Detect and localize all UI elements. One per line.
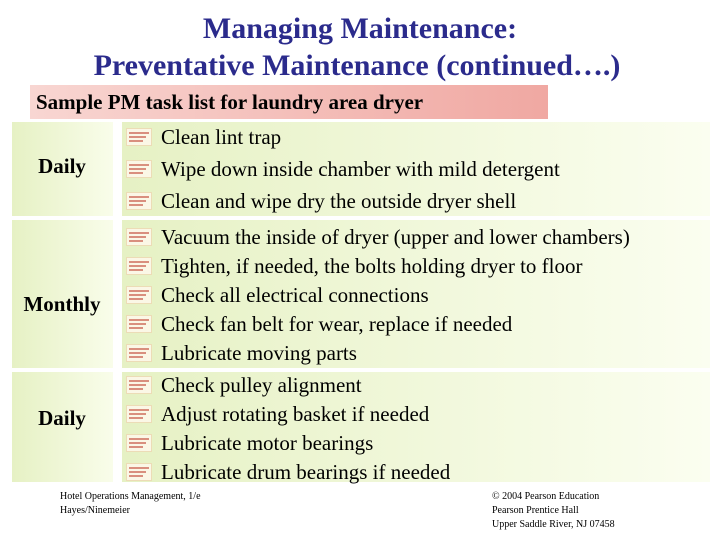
task-row — [126, 400, 716, 429]
task-row — [126, 429, 716, 458]
task-text: Tighten, if needed, the bolts holding dryer to floor — [161, 254, 583, 278]
bullet-icon — [126, 160, 152, 178]
task-text: Lubricate moving parts — [161, 341, 357, 365]
slide-title-line1: Managing Maintenance: — [202, 12, 518, 45]
footer-publisher: Pearson Prentice Hall — [492, 505, 579, 516]
task-text: Check pulley alignment — [161, 373, 362, 397]
bullet-icon — [126, 376, 152, 394]
task-row — [126, 371, 716, 400]
task-row — [126, 123, 716, 152]
footer-authors: Hayes/Ninemeier — [60, 505, 130, 516]
section-monthly-label-box — [12, 220, 113, 368]
task-text: Lubricate drum bearings if needed — [161, 460, 451, 484]
bullet-icon — [126, 434, 152, 452]
section-daily-label-box — [12, 122, 113, 216]
bullet-icon — [126, 192, 152, 210]
task-text: Clean lint trap — [161, 125, 282, 149]
bullet-icon — [126, 257, 152, 275]
task-row — [126, 458, 716, 487]
task-text: Adjust rotating basket if needed — [161, 402, 430, 426]
bullet-icon — [126, 228, 152, 246]
task-text: Wipe down inside chamber with mild detergent — [161, 157, 560, 181]
bullet-icon — [126, 315, 152, 333]
task-row — [126, 310, 716, 339]
slide-title-line2: Preventative Maintenance (continued….) — [93, 49, 621, 82]
bullet-icon — [126, 405, 152, 423]
bullet-icon — [126, 286, 152, 304]
task-text: Vacuum the inside of dryer (upper and lower chambers) — [161, 225, 630, 249]
task-text: Check fan belt for wear, replace if needed — [161, 312, 513, 336]
task-row — [126, 223, 716, 252]
task-row — [126, 187, 716, 216]
task-row — [126, 252, 716, 281]
task-row — [126, 281, 716, 310]
task-row — [126, 155, 716, 184]
bullet-icon — [126, 344, 152, 362]
footer-right — [492, 490, 615, 532]
footer-left — [60, 490, 201, 518]
task-text: Lubricate motor bearings — [161, 431, 374, 455]
task-text: Clean and wipe dry the outside dryer shell — [161, 189, 517, 213]
section-daily2-label-box — [12, 372, 113, 482]
section-label: Monthly — [23, 292, 101, 316]
footer-book-title: Hotel Operations Management, 1/e — [60, 491, 201, 502]
bullet-icon — [126, 463, 152, 481]
bullet-icon — [126, 128, 152, 146]
subtitle: Sample PM task list for laundry area dryer — [36, 90, 424, 114]
task-row — [126, 339, 716, 368]
footer-address: Upper Saddle River, NJ 07458 — [492, 519, 615, 530]
section-label: Daily — [38, 154, 86, 178]
task-text: Check all electrical connections — [161, 283, 429, 307]
section-label: Daily — [38, 406, 86, 430]
footer-copyright: © 2004 Pearson Education — [492, 491, 600, 502]
subtitle-banner — [30, 85, 548, 119]
